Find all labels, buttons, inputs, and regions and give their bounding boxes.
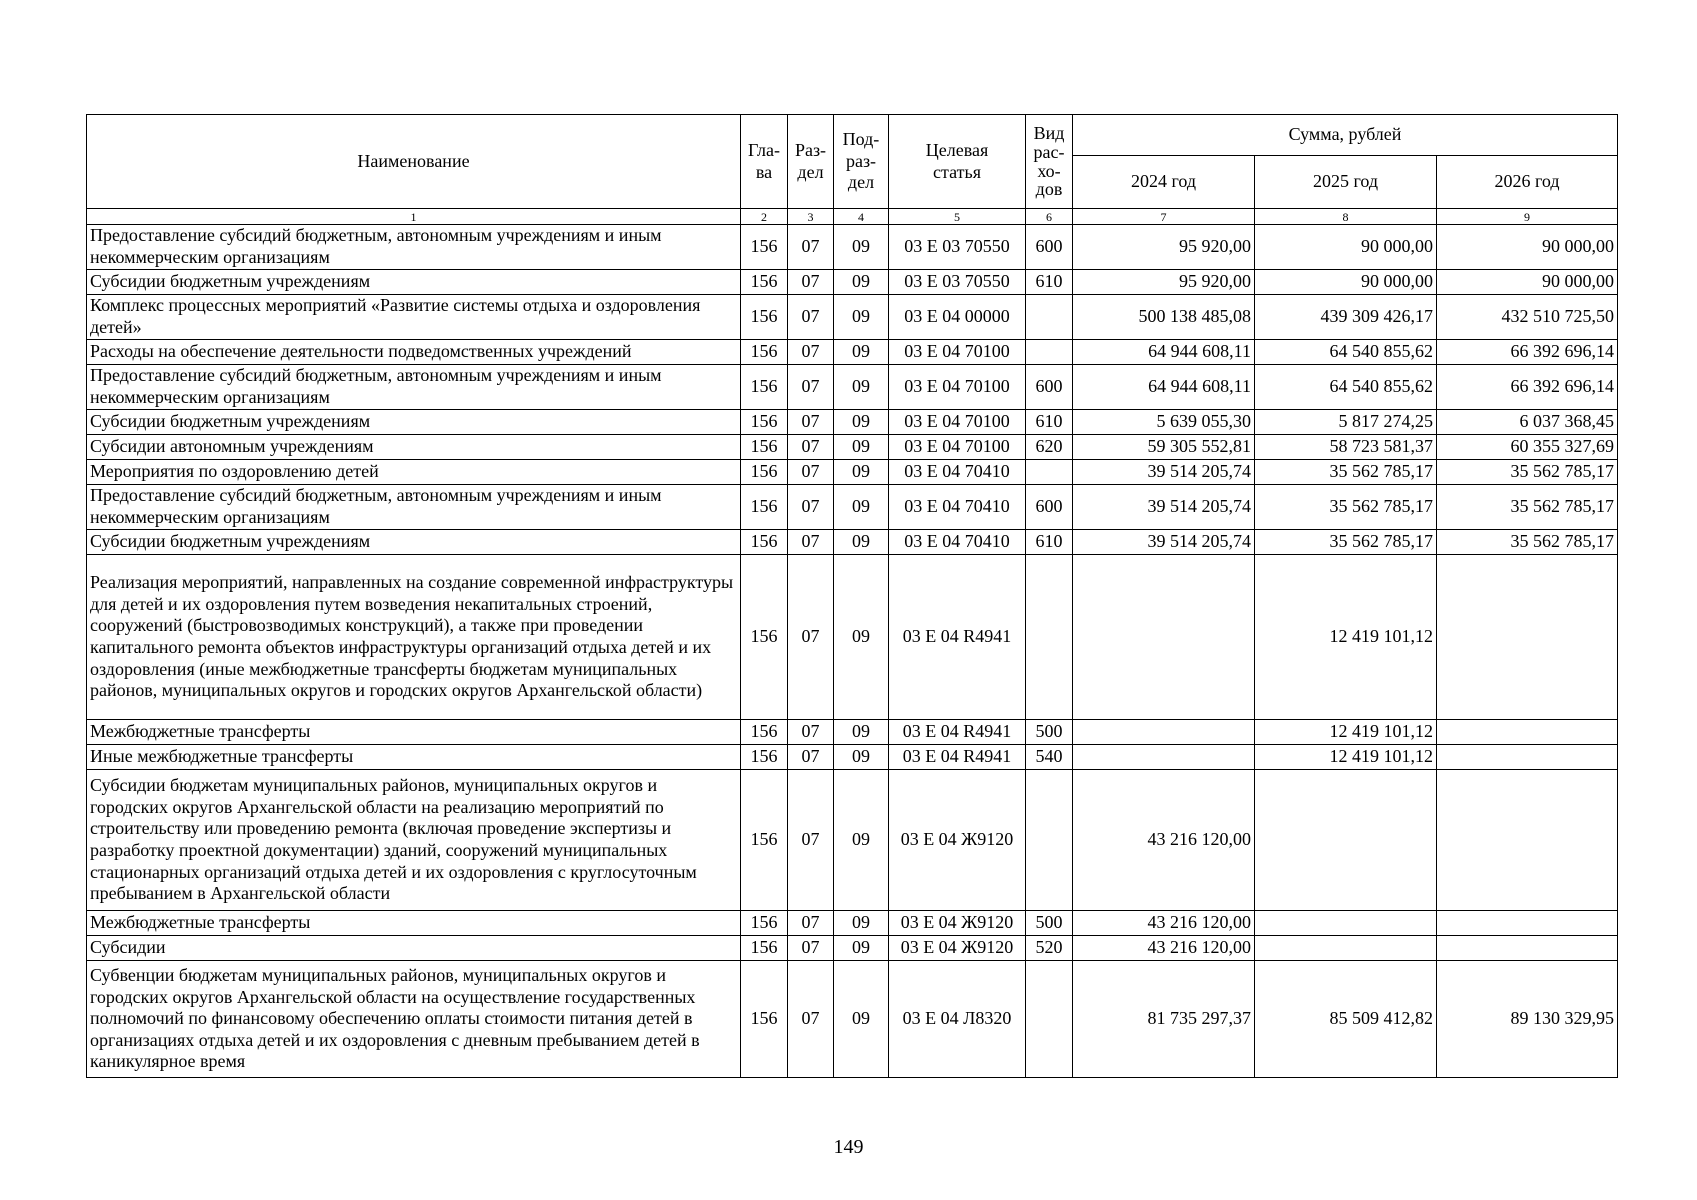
row-glava: 156 bbox=[741, 270, 788, 295]
row-podrazdel: 09 bbox=[834, 555, 889, 720]
header-podrazdel: Под- раз- дел bbox=[834, 115, 889, 209]
row-vid-rashodov: 610 bbox=[1026, 410, 1073, 435]
row-sum-2024 bbox=[1073, 720, 1255, 745]
row-sum-2025: 5 817 274,25 bbox=[1255, 410, 1437, 435]
row-name: Субсидии бюджетным учреждениям bbox=[87, 410, 741, 435]
row-name: Иные межбюджетные трансферты bbox=[87, 745, 741, 770]
row-celevaya-statya: 03 Е 04 70100 bbox=[889, 435, 1026, 460]
row-podrazdel: 09 bbox=[834, 340, 889, 365]
row-sum-2024: 95 920,00 bbox=[1073, 225, 1255, 270]
header-glava: Гла- ва bbox=[741, 115, 788, 209]
row-sum-2024 bbox=[1073, 745, 1255, 770]
row-sum-2026 bbox=[1437, 745, 1618, 770]
row-sum-2024: 43 216 120,00 bbox=[1073, 770, 1255, 911]
row-podrazdel: 09 bbox=[834, 295, 889, 340]
row-sum-2025: 35 562 785,17 bbox=[1255, 460, 1437, 485]
row-vid-rashodov bbox=[1026, 961, 1073, 1078]
row-name: Субсидии автономным учреждениям bbox=[87, 435, 741, 460]
column-number: 6 bbox=[1026, 209, 1073, 225]
row-sum-2025: 35 562 785,17 bbox=[1255, 530, 1437, 555]
row-name: Субсидии бюджетным учреждениям bbox=[87, 270, 741, 295]
row-sum-2026 bbox=[1437, 770, 1618, 911]
row-name: Субсидии бюджетам муниципальных районов, муниципальных округов и городских округов Архангельской области на реализацию мероприятий по строительству или проведению ремонта (включая проведение экспертизы и разработку проектной документации) зданий, сооружений муниципальных стационарных организаций отдыха детей и их оздоровления с круглосуточным пребыванием в Архангельской области bbox=[87, 770, 741, 911]
row-vid-rashodov: 500 bbox=[1026, 911, 1073, 936]
row-sum-2025: 90 000,00 bbox=[1255, 225, 1437, 270]
row-vid-rashodov: 600 bbox=[1026, 225, 1073, 270]
row-glava: 156 bbox=[741, 961, 788, 1078]
header-summa: Сумма, рублей bbox=[1073, 115, 1618, 156]
header-year-2024: 2024 год bbox=[1073, 156, 1255, 209]
row-vid-rashodov bbox=[1026, 295, 1073, 340]
row-razdel: 07 bbox=[788, 936, 834, 961]
row-name: Реализация мероприятий, направленных на создание современной инфраструктуры для детей и их оздоровления путем возведения некапитальных строений, сооружений (быстровозводимых конструкций), а также при проведении капитального ремонта объектов инфраструктуры организаций отдыха детей и их оздоровления (иные межбюджетные трансферты бюджетам муниципальных районов, муниципальных округов и городских округов Архангельской области) bbox=[87, 555, 741, 720]
row-glava: 156 bbox=[741, 745, 788, 770]
row-razdel: 07 bbox=[788, 435, 834, 460]
row-sum-2026 bbox=[1437, 936, 1618, 961]
row-sum-2025: 12 419 101,12 bbox=[1255, 720, 1437, 745]
table-row bbox=[87, 295, 1618, 340]
row-sum-2026: 89 130 329,95 bbox=[1437, 961, 1618, 1078]
row-glava: 156 bbox=[741, 295, 788, 340]
row-podrazdel: 09 bbox=[834, 936, 889, 961]
table-row bbox=[87, 961, 1618, 1078]
row-sum-2024: 43 216 120,00 bbox=[1073, 936, 1255, 961]
row-sum-2025: 64 540 855,62 bbox=[1255, 365, 1437, 410]
row-sum-2026: 66 392 696,14 bbox=[1437, 365, 1618, 410]
row-razdel: 07 bbox=[788, 530, 834, 555]
row-podrazdel: 09 bbox=[834, 961, 889, 1078]
row-sum-2026: 6 037 368,45 bbox=[1437, 410, 1618, 435]
row-celevaya-statya: 03 Е 04 70100 bbox=[889, 340, 1026, 365]
table-row bbox=[87, 435, 1618, 460]
column-number-row bbox=[87, 209, 1618, 225]
row-razdel: 07 bbox=[788, 770, 834, 911]
row-sum-2025: 12 419 101,12 bbox=[1255, 555, 1437, 720]
row-sum-2026: 35 562 785,17 bbox=[1437, 530, 1618, 555]
row-sum-2026: 66 392 696,14 bbox=[1437, 340, 1618, 365]
row-sum-2025 bbox=[1255, 911, 1437, 936]
table-row bbox=[87, 340, 1618, 365]
row-sum-2025: 12 419 101,12 bbox=[1255, 745, 1437, 770]
row-sum-2024: 39 514 205,74 bbox=[1073, 485, 1255, 530]
row-glava: 156 bbox=[741, 555, 788, 720]
table-row bbox=[87, 410, 1618, 435]
column-number: 7 bbox=[1073, 209, 1255, 225]
table-row bbox=[87, 225, 1618, 270]
row-sum-2024: 500 138 485,08 bbox=[1073, 295, 1255, 340]
row-podrazdel: 09 bbox=[834, 410, 889, 435]
row-glava: 156 bbox=[741, 365, 788, 410]
column-number: 2 bbox=[741, 209, 788, 225]
table-row bbox=[87, 555, 1618, 720]
row-celevaya-statya: 03 Е 04 R4941 bbox=[889, 745, 1026, 770]
row-podrazdel: 09 bbox=[834, 225, 889, 270]
table-row bbox=[87, 770, 1618, 911]
row-podrazdel: 09 bbox=[834, 911, 889, 936]
row-sum-2024: 39 514 205,74 bbox=[1073, 530, 1255, 555]
header-year-2025: 2025 год bbox=[1255, 156, 1437, 209]
row-sum-2025: 90 000,00 bbox=[1255, 270, 1437, 295]
row-glava: 156 bbox=[741, 720, 788, 745]
row-name: Мероприятия по оздоровлению детей bbox=[87, 460, 741, 485]
row-sum-2026 bbox=[1437, 911, 1618, 936]
row-razdel: 07 bbox=[788, 340, 834, 365]
row-celevaya-statya: 03 Е 04 00000 bbox=[889, 295, 1026, 340]
table-row bbox=[87, 530, 1618, 555]
row-name: Субсидии bbox=[87, 936, 741, 961]
row-glava: 156 bbox=[741, 485, 788, 530]
row-vid-rashodov: 540 bbox=[1026, 745, 1073, 770]
row-podrazdel: 09 bbox=[834, 720, 889, 745]
row-vid-rashodov bbox=[1026, 340, 1073, 365]
table-row bbox=[87, 936, 1618, 961]
row-sum-2024: 43 216 120,00 bbox=[1073, 911, 1255, 936]
row-vid-rashodov: 600 bbox=[1026, 365, 1073, 410]
row-razdel: 07 bbox=[788, 720, 834, 745]
row-name: Комплекс процессных мероприятий «Развитие системы отдыха и оздоровления детей» bbox=[87, 295, 741, 340]
row-sum-2024: 64 944 608,11 bbox=[1073, 340, 1255, 365]
row-celevaya-statya: 03 Е 04 Ж9120 bbox=[889, 770, 1026, 911]
header-razdel: Раз- дел bbox=[788, 115, 834, 209]
header-name: Наименование bbox=[87, 115, 741, 209]
row-celevaya-statya: 03 Е 03 70550 bbox=[889, 225, 1026, 270]
row-celevaya-statya: 03 Е 04 70100 bbox=[889, 365, 1026, 410]
row-celevaya-statya: 03 Е 04 Ж9120 bbox=[889, 911, 1026, 936]
row-glava: 156 bbox=[741, 530, 788, 555]
row-vid-rashodov: 600 bbox=[1026, 485, 1073, 530]
row-glava: 156 bbox=[741, 770, 788, 911]
row-sum-2024: 95 920,00 bbox=[1073, 270, 1255, 295]
row-sum-2026: 432 510 725,50 bbox=[1437, 295, 1618, 340]
row-vid-rashodov: 500 bbox=[1026, 720, 1073, 745]
column-number: 8 bbox=[1255, 209, 1437, 225]
row-sum-2026: 35 562 785,17 bbox=[1437, 485, 1618, 530]
budget-table bbox=[86, 114, 1618, 1078]
row-name: Расходы на обеспечение деятельности подведомственных учреждений bbox=[87, 340, 741, 365]
row-vid-rashodov bbox=[1026, 460, 1073, 485]
row-name: Субвенции бюджетам муниципальных районов, муниципальных округов и городских округов Архангельской области на осуществление государственных полномочий по финансовому обеспечению оплаты стоимости питания детей в организациях отдыха детей и их оздоровления с дневным пребыванием детей в каникулярное время bbox=[87, 961, 741, 1078]
row-razdel: 07 bbox=[788, 225, 834, 270]
row-podrazdel: 09 bbox=[834, 485, 889, 530]
column-number: 5 bbox=[889, 209, 1026, 225]
row-glava: 156 bbox=[741, 936, 788, 961]
column-number: 9 bbox=[1437, 209, 1618, 225]
row-sum-2024: 64 944 608,11 bbox=[1073, 365, 1255, 410]
row-name: Предоставление субсидий бюджетным, автономным учреждениям и иным некоммерческим организациям bbox=[87, 365, 741, 410]
row-razdel: 07 bbox=[788, 911, 834, 936]
row-celevaya-statya: 03 Е 04 Ж9120 bbox=[889, 936, 1026, 961]
row-sum-2025 bbox=[1255, 770, 1437, 911]
column-number: 4 bbox=[834, 209, 889, 225]
row-razdel: 07 bbox=[788, 365, 834, 410]
table-row bbox=[87, 270, 1618, 295]
table-body bbox=[87, 225, 1618, 1078]
row-glava: 156 bbox=[741, 460, 788, 485]
row-name: Межбюджетные трансферты bbox=[87, 720, 741, 745]
row-razdel: 07 bbox=[788, 485, 834, 530]
header-vid-rashodov: Вид рас- хо- дов bbox=[1026, 115, 1073, 209]
row-celevaya-statya: 03 Е 04 70410 bbox=[889, 530, 1026, 555]
row-vid-rashodov: 620 bbox=[1026, 435, 1073, 460]
row-celevaya-statya: 03 Е 04 R4941 bbox=[889, 555, 1026, 720]
row-glava: 156 bbox=[741, 911, 788, 936]
row-celevaya-statya: 03 Е 04 Л8320 bbox=[889, 961, 1026, 1078]
row-sum-2026: 90 000,00 bbox=[1437, 225, 1618, 270]
row-podrazdel: 09 bbox=[834, 365, 889, 410]
row-sum-2024 bbox=[1073, 555, 1255, 720]
row-sum-2026: 90 000,00 bbox=[1437, 270, 1618, 295]
row-razdel: 07 bbox=[788, 745, 834, 770]
row-sum-2024: 39 514 205,74 bbox=[1073, 460, 1255, 485]
row-podrazdel: 09 bbox=[834, 770, 889, 911]
row-sum-2025: 35 562 785,17 bbox=[1255, 485, 1437, 530]
row-glava: 156 bbox=[741, 340, 788, 365]
row-razdel: 07 bbox=[788, 961, 834, 1078]
row-celevaya-statya: 03 Е 04 70410 bbox=[889, 460, 1026, 485]
row-razdel: 07 bbox=[788, 555, 834, 720]
row-sum-2025: 439 309 426,17 bbox=[1255, 295, 1437, 340]
row-celevaya-statya: 03 Е 03 70550 bbox=[889, 270, 1026, 295]
row-podrazdel: 09 bbox=[834, 530, 889, 555]
table-row bbox=[87, 720, 1618, 745]
row-razdel: 07 bbox=[788, 270, 834, 295]
row-name: Предоставление субсидий бюджетным, автономным учреждениям и иным некоммерческим организациям bbox=[87, 225, 741, 270]
row-vid-rashodov bbox=[1026, 555, 1073, 720]
row-celevaya-statya: 03 Е 04 70410 bbox=[889, 485, 1026, 530]
row-name: Предоставление субсидий бюджетным, автономным учреждениям и иным некоммерческим организациям bbox=[87, 485, 741, 530]
page-number: 149 bbox=[833, 1136, 864, 1158]
row-sum-2026 bbox=[1437, 555, 1618, 720]
row-name: Межбюджетные трансферты bbox=[87, 911, 741, 936]
row-celevaya-statya: 03 Е 04 70100 bbox=[889, 410, 1026, 435]
row-razdel: 07 bbox=[788, 295, 834, 340]
row-vid-rashodov bbox=[1026, 770, 1073, 911]
table-row bbox=[87, 745, 1618, 770]
row-razdel: 07 bbox=[788, 410, 834, 435]
row-podrazdel: 09 bbox=[834, 460, 889, 485]
row-sum-2024: 81 735 297,37 bbox=[1073, 961, 1255, 1078]
row-sum-2026: 35 562 785,17 bbox=[1437, 460, 1618, 485]
row-celevaya-statya: 03 Е 04 R4941 bbox=[889, 720, 1026, 745]
row-sum-2025: 64 540 855,62 bbox=[1255, 340, 1437, 365]
row-sum-2024: 59 305 552,81 bbox=[1073, 435, 1255, 460]
column-number: 3 bbox=[788, 209, 834, 225]
row-vid-rashodov: 610 bbox=[1026, 270, 1073, 295]
row-vid-rashodov: 610 bbox=[1026, 530, 1073, 555]
row-glava: 156 bbox=[741, 435, 788, 460]
row-podrazdel: 09 bbox=[834, 745, 889, 770]
row-sum-2024: 5 639 055,30 bbox=[1073, 410, 1255, 435]
row-vid-rashodov: 520 bbox=[1026, 936, 1073, 961]
row-glava: 156 bbox=[741, 225, 788, 270]
row-razdel: 07 bbox=[788, 460, 834, 485]
row-sum-2025 bbox=[1255, 936, 1437, 961]
header-year-2026: 2026 год bbox=[1437, 156, 1618, 209]
row-sum-2026: 60 355 327,69 bbox=[1437, 435, 1618, 460]
table-row bbox=[87, 460, 1618, 485]
table-row bbox=[87, 485, 1618, 530]
row-sum-2025: 85 509 412,82 bbox=[1255, 961, 1437, 1078]
header-celevaya-statya: Целевая статья bbox=[889, 115, 1026, 209]
row-glava: 156 bbox=[741, 410, 788, 435]
column-number: 1 bbox=[87, 209, 741, 225]
row-sum-2026 bbox=[1437, 720, 1618, 745]
table-row bbox=[87, 365, 1618, 410]
row-podrazdel: 09 bbox=[834, 270, 889, 295]
row-sum-2025: 58 723 581,37 bbox=[1255, 435, 1437, 460]
row-podrazdel: 09 bbox=[834, 435, 889, 460]
row-name: Субсидии бюджетным учреждениям bbox=[87, 530, 741, 555]
table-row bbox=[87, 911, 1618, 936]
